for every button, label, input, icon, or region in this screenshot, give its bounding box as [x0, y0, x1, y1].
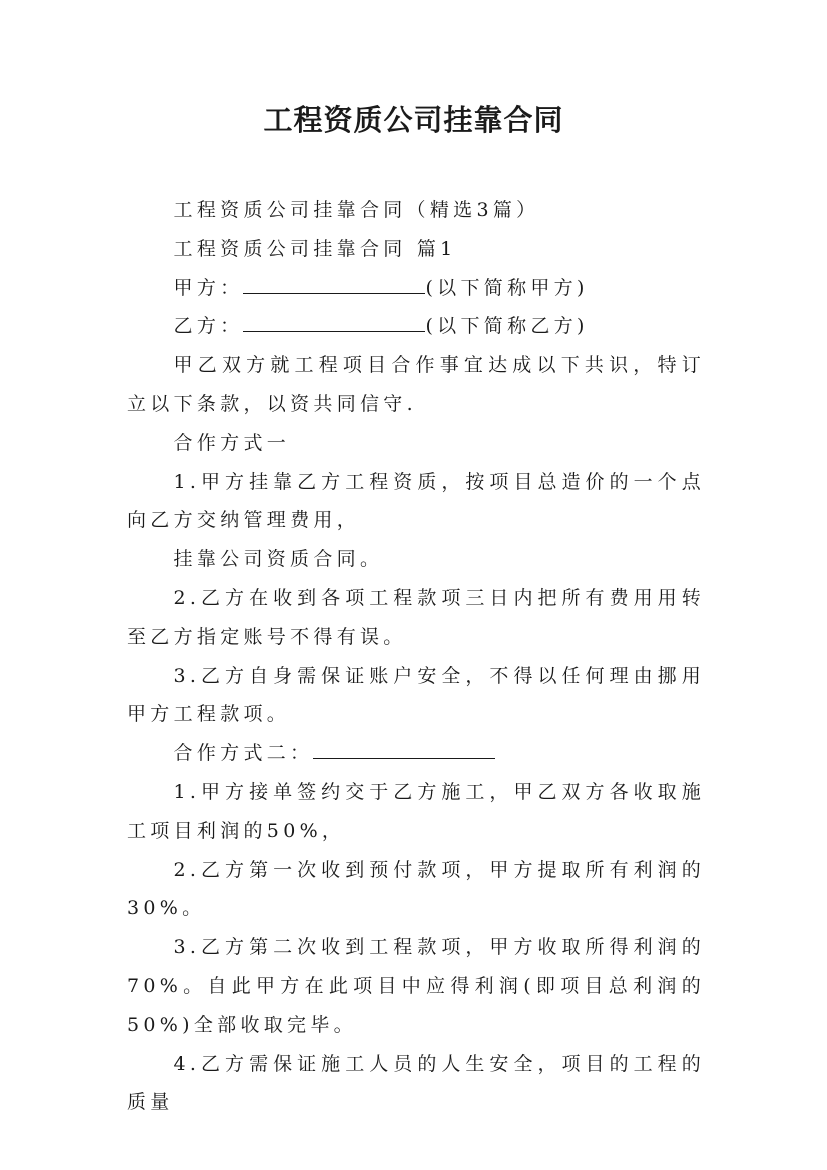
paragraph-clause-2-4: 4.乙方需保证施工人员的人生安全，项目的工程的质量	[127, 1052, 705, 1114]
party-b-note: (以下简称乙方)	[425, 315, 589, 338]
party-a-note: (以下简称甲方)	[425, 276, 589, 299]
party-a-blank	[243, 273, 425, 294]
mode-two-label: 合作方式二：	[173, 742, 314, 765]
paragraph-section-heading: 工程资质公司挂靠合同 篇1	[173, 237, 457, 260]
paragraph-affiliation: 挂靠公司资质合同。	[173, 548, 384, 571]
paragraph-clause-1-1: 1.甲方挂靠乙方工程资质，按项目总造价的一个点向乙方交纳管理费用，	[127, 470, 705, 532]
party-a-line	[127, 269, 705, 308]
paragraph-clause-2-1: 1.甲方接单签约交于乙方施工，甲乙双方各收取施工项目利润的50%，	[127, 780, 705, 842]
document-title: 工程资质公司挂靠合同	[263, 103, 564, 137]
party-b-line	[127, 307, 705, 346]
document-body	[127, 191, 705, 1122]
mode-two-blank	[313, 738, 495, 759]
party-a-label: 甲方：	[173, 276, 244, 299]
paragraph-clause-2-2: 2.乙方第一次收到预付款项，甲方提取所有利润的30%。	[127, 858, 705, 920]
party-b-blank	[243, 311, 425, 332]
paragraph-clause-1-2: 2.乙方在收到各项工程款项三日内把所有费用用转至乙方指定账号不得有误。	[127, 586, 705, 648]
party-b-label: 乙方：	[173, 315, 244, 338]
paragraph-mode-one: 合作方式一	[173, 431, 291, 454]
mode-two-line	[127, 734, 705, 773]
paragraph-clause-2-3: 3.乙方第二次收到工程款项，甲方收取所得利润的70%。自此甲方在此项目中应得利润(即项目总利润的50%)全部收取完毕。	[127, 936, 705, 1036]
paragraph-consensus: 甲乙双方就工程项目合作事宜达成以下共识，特订立以下条款，以资共同信守.	[127, 354, 705, 415]
paragraph-subtitle: 工程资质公司挂靠合同（精选3篇）	[173, 199, 540, 221]
paragraph-clause-1-3: 3.乙方自身需保证账户安全，不得以任何理由挪用甲方工程款项。	[127, 664, 705, 726]
